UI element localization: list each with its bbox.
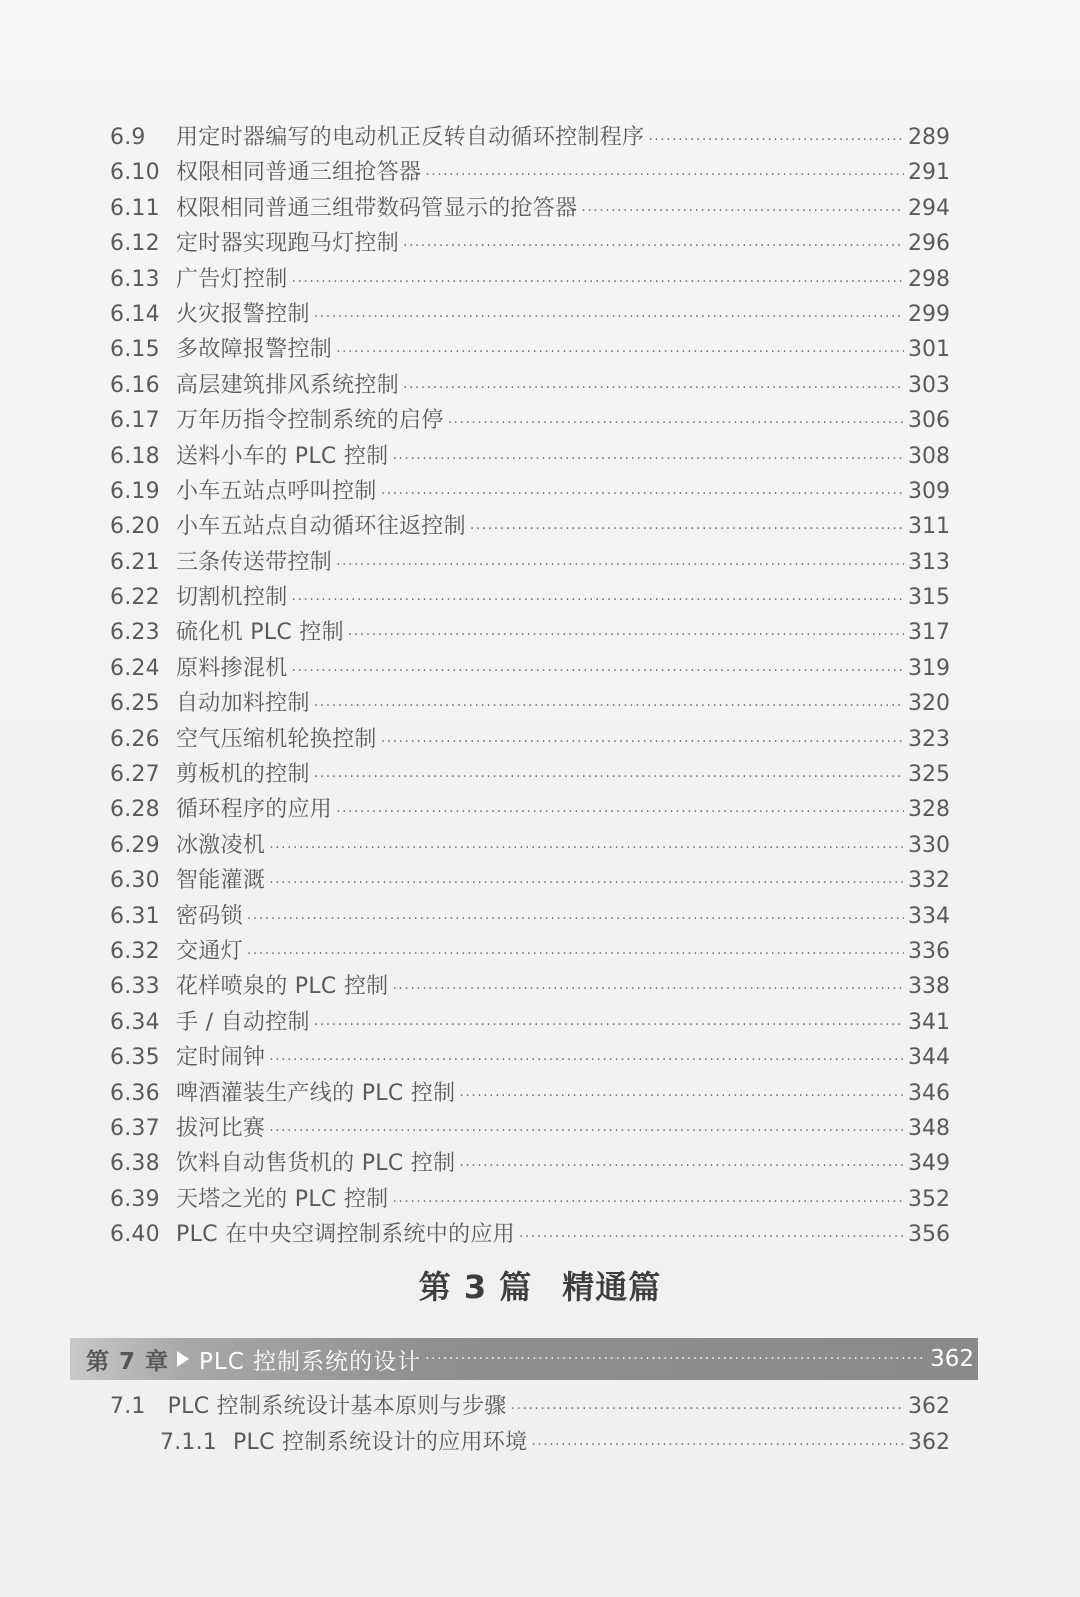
section-list <box>110 1389 950 1461</box>
section-title: 定时器实现跑马灯控制 <box>176 231 400 257</box>
section-number: 6.18 <box>110 443 160 469</box>
leader-dots <box>392 972 904 1007</box>
page-number: 330 <box>908 832 950 858</box>
leader-dots <box>269 1043 904 1078</box>
page-number: 296 <box>908 231 950 257</box>
section-number: 6.25 <box>110 691 160 717</box>
page-number: 315 <box>908 585 950 611</box>
section-title: 循环程序的应用 <box>176 797 333 823</box>
section-number: 6.27 <box>110 762 160 788</box>
section-title: 自动加料控制 <box>176 691 310 717</box>
chapter-label: 第 7 章 <box>86 1348 170 1375</box>
section-title: 冰激凌机 <box>176 832 266 858</box>
toc-entry[interactable] <box>110 651 950 686</box>
section-title: 花样喷泉的 PLC 控制 <box>176 974 389 1000</box>
section-number: 6.35 <box>110 1045 160 1071</box>
section-title: 原料掺混机 <box>176 655 288 681</box>
toc-entry[interactable] <box>110 191 950 226</box>
part-label: 第 3 篇 <box>418 1268 533 1306</box>
section-number: 6.19 <box>110 478 160 504</box>
leader-dots <box>269 866 904 901</box>
leader-dots <box>448 406 904 441</box>
section-title: 权限相同普通三组抢答器 <box>176 160 422 186</box>
page-number: 352 <box>908 1186 950 1212</box>
page-number: 334 <box>908 903 950 929</box>
section-number: 6.16 <box>110 372 160 398</box>
section-number: 6.31 <box>110 903 160 929</box>
section-title: 定时闹钟 <box>176 1045 266 1071</box>
chapter-leader-dots <box>425 1351 926 1367</box>
section-number: 6.12 <box>110 231 160 257</box>
section-number: 6.20 <box>110 514 160 540</box>
toc-entry[interactable] <box>110 934 950 969</box>
page-number: 299 <box>908 301 950 327</box>
part-title <box>0 1262 1080 1308</box>
page-number: 298 <box>908 266 950 292</box>
leader-dots <box>392 1185 904 1220</box>
section-title: 高层建筑排风系统控制 <box>176 372 400 398</box>
toc-entry[interactable] <box>110 1389 950 1425</box>
toc-entry[interactable] <box>110 509 950 544</box>
toc-entry[interactable] <box>110 722 950 757</box>
toc-entry[interactable] <box>110 899 950 934</box>
leader-dots <box>314 1008 904 1043</box>
page-number: 338 <box>908 974 950 1000</box>
page-number: 336 <box>908 938 950 964</box>
page-number: 319 <box>908 655 950 681</box>
section-title: 权限相同普通三组带数码管显示的抢答器 <box>176 195 578 221</box>
section-number: 6.36 <box>110 1080 160 1106</box>
leader-dots <box>269 831 904 866</box>
chapter-page-number: 362 <box>930 1346 974 1372</box>
section-title: 切割机控制 <box>176 585 288 611</box>
chapter-arrow-icon <box>175 1349 191 1369</box>
toc-entry[interactable] <box>110 1146 950 1181</box>
section-title: 三条传送带控制 <box>176 549 333 575</box>
page-number: 317 <box>908 620 950 646</box>
page-number: 291 <box>908 160 950 186</box>
toc-entry[interactable] <box>110 686 950 721</box>
section-number: 6.9 <box>110 125 146 150</box>
section-number: 6.14 <box>110 301 160 327</box>
page-number: 294 <box>908 195 950 221</box>
toc-entry[interactable] <box>110 615 950 650</box>
section-title: 小车五站点呼叫控制 <box>176 478 377 504</box>
leader-dots <box>336 548 904 583</box>
section-number: 6.40 <box>110 1222 160 1248</box>
section-number: 6.24 <box>110 655 160 681</box>
page-number: 311 <box>908 514 950 540</box>
page-number: 309 <box>908 478 950 504</box>
leader-dots <box>269 1114 904 1149</box>
toc-entry[interactable] <box>110 226 950 261</box>
leader-dots <box>403 229 904 264</box>
page-number: 349 <box>908 1151 950 1177</box>
page-number: 356 <box>908 1222 950 1248</box>
section-title: 天塔之光的 PLC 控制 <box>176 1186 389 1212</box>
toc-entry[interactable] <box>110 545 950 580</box>
section-title: 啤酒灌装生产线的 PLC 控制 <box>176 1080 456 1106</box>
page-number: 301 <box>908 337 950 363</box>
toc-entry[interactable] <box>110 1217 950 1252</box>
toc-entry[interactable] <box>110 863 950 898</box>
toc-entry[interactable] <box>110 792 950 827</box>
toc-entry[interactable] <box>110 439 950 474</box>
section-title: 多故障报警控制 <box>176 337 333 363</box>
leader-dots <box>648 123 904 158</box>
section-number: 6.10 <box>110 160 160 186</box>
toc-entry[interactable] <box>110 1005 950 1040</box>
section-title: 火灾报警控制 <box>176 301 310 327</box>
section-title: 智能灌溉 <box>176 868 266 894</box>
leader-dots <box>531 1427 904 1463</box>
section-title: PLC 控制系统设计基本原则与步骤 <box>167 1394 507 1419</box>
section-title: 手 / 自动控制 <box>176 1009 310 1035</box>
section-number: 6.33 <box>110 974 160 1000</box>
page-number: 320 <box>908 691 950 717</box>
section-title: PLC 在中央空调控制系统中的应用 <box>176 1222 515 1248</box>
toc-list <box>110 120 950 1253</box>
leader-dots <box>348 618 904 653</box>
section-number: 7.1.1 <box>160 1430 217 1455</box>
toc-entry[interactable] <box>110 1425 950 1461</box>
page-number: 325 <box>908 762 950 788</box>
page-number: 313 <box>908 549 950 575</box>
toc-entry[interactable] <box>110 120 950 155</box>
section-title: PLC 控制系统设计的应用环境 <box>232 1430 528 1455</box>
toc-entry[interactable] <box>110 1076 950 1111</box>
page-number: 308 <box>908 443 950 469</box>
leader-dots <box>511 1391 904 1427</box>
page-number: 346 <box>908 1080 950 1106</box>
toc-entry[interactable] <box>110 1040 950 1075</box>
section-number: 6.38 <box>110 1151 160 1177</box>
toc-entry[interactable] <box>110 474 950 509</box>
part-name: 精通篇 <box>562 1268 662 1306</box>
toc-entry[interactable] <box>110 580 950 615</box>
leader-dots <box>403 371 904 406</box>
page-number: 362 <box>908 1430 950 1455</box>
leader-dots <box>425 158 904 193</box>
leader-dots <box>292 654 904 689</box>
toc-entry[interactable] <box>110 155 950 190</box>
page-number: 289 <box>908 125 950 150</box>
section-number: 6.17 <box>110 408 160 434</box>
section-title: 用定时器编写的电动机正反转自动循环控制程序 <box>176 125 645 150</box>
leader-dots <box>470 512 904 547</box>
page-number: 323 <box>908 726 950 752</box>
section-title: 饮料自动售货机的 PLC 控制 <box>176 1151 456 1177</box>
toc-entry[interactable] <box>110 1111 950 1146</box>
section-title: 空气压缩机轮换控制 <box>176 726 377 752</box>
toc-entry[interactable] <box>110 262 950 297</box>
leader-dots <box>314 689 904 724</box>
section-number: 6.15 <box>110 337 160 363</box>
leader-dots <box>247 902 904 937</box>
page-number: 348 <box>908 1115 950 1141</box>
section-number: 6.34 <box>110 1009 160 1035</box>
page-number: 344 <box>908 1045 950 1071</box>
toc-entry[interactable] <box>110 969 950 1004</box>
section-number: 6.39 <box>110 1186 160 1212</box>
page-number: 306 <box>908 408 950 434</box>
section-title: 拔河比赛 <box>176 1115 266 1141</box>
section-title: 硫化机 PLC 控制 <box>176 620 344 646</box>
toc-entry[interactable] <box>110 757 950 792</box>
leader-dots <box>336 795 904 830</box>
section-number: 6.21 <box>110 549 160 575</box>
leader-dots <box>392 442 904 477</box>
leader-dots <box>292 265 904 300</box>
toc-entry[interactable] <box>110 1182 950 1217</box>
toc-entry[interactable] <box>110 297 950 332</box>
section-title: 密码锁 <box>176 903 243 929</box>
section-number: 6.11 <box>110 195 160 221</box>
toc-entry[interactable] <box>110 403 950 438</box>
leader-dots <box>519 1220 904 1255</box>
leader-dots <box>292 583 904 618</box>
leader-dots <box>314 760 904 795</box>
section-number: 6.26 <box>110 726 160 752</box>
section-title: 万年历指令控制系统的启停 <box>176 408 444 434</box>
section-number: 6.23 <box>110 620 160 646</box>
leader-dots <box>381 477 904 512</box>
chapter-title: PLC 控制系统的设计 <box>199 1348 422 1375</box>
section-number: 6.32 <box>110 938 160 964</box>
section-title: 广告灯控制 <box>176 266 288 292</box>
section-title: 送料小车的 PLC 控制 <box>176 443 389 469</box>
leader-dots <box>459 1149 904 1184</box>
toc-entry[interactable] <box>110 368 950 403</box>
section-number: 7.1 <box>110 1394 146 1419</box>
chapter-heading-bar <box>70 1338 978 1380</box>
section-title: 交通灯 <box>176 938 243 964</box>
toc-entry[interactable] <box>110 332 950 367</box>
page-number: 341 <box>908 1009 950 1035</box>
page-number: 332 <box>908 868 950 894</box>
section-number: 6.29 <box>110 832 160 858</box>
section-title: 剪板机的控制 <box>176 762 310 788</box>
leader-dots <box>247 937 904 972</box>
leader-dots <box>336 335 904 370</box>
page-number: 303 <box>908 372 950 398</box>
section-number: 6.28 <box>110 797 160 823</box>
leader-dots <box>581 194 904 229</box>
leader-dots <box>314 300 904 335</box>
page-number: 328 <box>908 797 950 823</box>
leader-dots <box>381 725 904 760</box>
page-number: 362 <box>908 1394 950 1419</box>
section-number: 6.30 <box>110 868 160 894</box>
section-title: 小车五站点自动循环往返控制 <box>176 514 466 540</box>
section-number: 6.22 <box>110 585 160 611</box>
section-number: 6.13 <box>110 266 160 292</box>
section-number: 6.37 <box>110 1115 160 1141</box>
leader-dots <box>459 1079 904 1114</box>
toc-entry[interactable] <box>110 828 950 863</box>
